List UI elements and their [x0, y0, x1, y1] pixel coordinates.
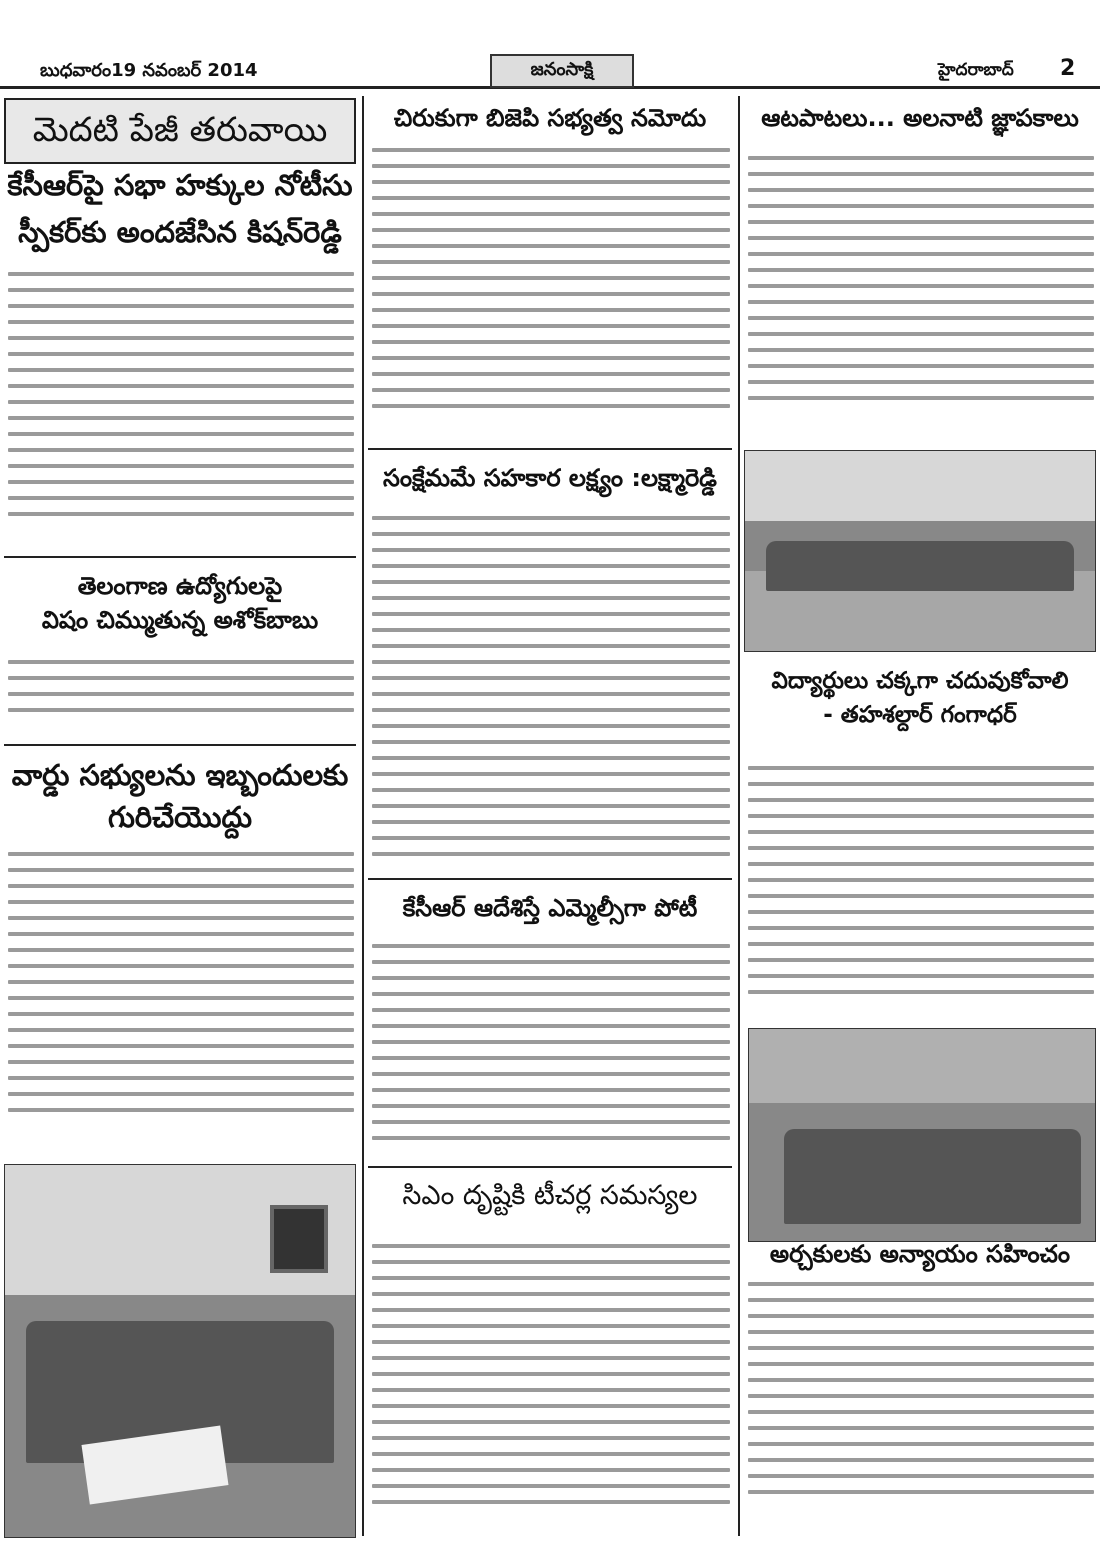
section-banner-text: మెదటి పేజీ తరువాయి	[32, 110, 328, 150]
story-headline: చిరుకుగా బిజెపి సభ్యత్వ నమోదు	[393, 104, 707, 132]
story-body	[748, 766, 1094, 1022]
news-photo	[4, 1164, 356, 1538]
story-subheadline: విషం చిమ్ముతున్న అశోక్‌బాబు	[41, 606, 319, 634]
masthead	[0, 54, 1100, 89]
story-body	[8, 660, 354, 734]
story-subheadline: స్పీకర్‌కు అందజేసిన కిషన్‌రెడ్డి	[18, 215, 342, 249]
story-divider	[368, 1166, 732, 1168]
framed-portrait	[270, 1205, 328, 1273]
story-headline: ఆటపాటలు... అలనాటి జ్ఞాపకాలు	[761, 104, 1079, 132]
story-headline: సిఎం దృష్టికి టీచర్ల సమస్యల	[402, 1180, 698, 1211]
story-body	[372, 516, 730, 870]
page-number: 2	[1060, 56, 1076, 81]
story-body	[372, 1244, 730, 1534]
column-divider	[738, 96, 740, 1536]
story-body	[8, 272, 354, 544]
story-subheadline: - తహశల్దార్ గంగాధర్	[823, 702, 1017, 728]
story-divider	[4, 744, 356, 746]
edition-city: హైదరాబాద్	[938, 60, 1014, 80]
story-headline: తెలంగాణ ఉద్యోగులపై	[77, 572, 283, 600]
issue-date: బుధవారం19 నవంబర్ 2014	[40, 60, 258, 81]
story-body	[372, 148, 730, 432]
news-photo	[748, 1028, 1096, 1242]
story-headline: కేసీఆర్ ఆదేశిస్తే ఎమ్మెల్సీగా పోటీ	[402, 894, 698, 922]
story-body	[748, 1282, 1094, 1514]
story-divider	[368, 448, 732, 450]
column-divider	[362, 96, 364, 1536]
story-headline: విద్యార్థులు చక్కగా చదువుకోవాలి	[771, 668, 1069, 694]
story-headline: కేసీఆర్‌పై సభా హక్కుల నోటీసు	[7, 168, 353, 202]
newspaper-logo	[490, 54, 634, 88]
story-body	[372, 944, 730, 1158]
story-divider	[4, 556, 356, 558]
story-body	[8, 852, 354, 1142]
story-body	[748, 156, 1094, 430]
news-photo	[744, 450, 1096, 652]
logo-text: జనంసాక్షి	[530, 59, 594, 80]
story-headline: అర్చకులకు అన్యాయం సహించం	[769, 1240, 1071, 1268]
story-divider	[368, 878, 732, 880]
story-subheadline: గురిచేయొద్దు	[107, 800, 252, 834]
section-banner	[4, 98, 356, 164]
story-headline: సంక్షేమమే సహకార లక్ష్యం :లక్ష్మారెడ్డి	[383, 464, 717, 492]
story-headline: వార్డు సభ్యులను ఇబ్బందులకు	[11, 758, 349, 792]
